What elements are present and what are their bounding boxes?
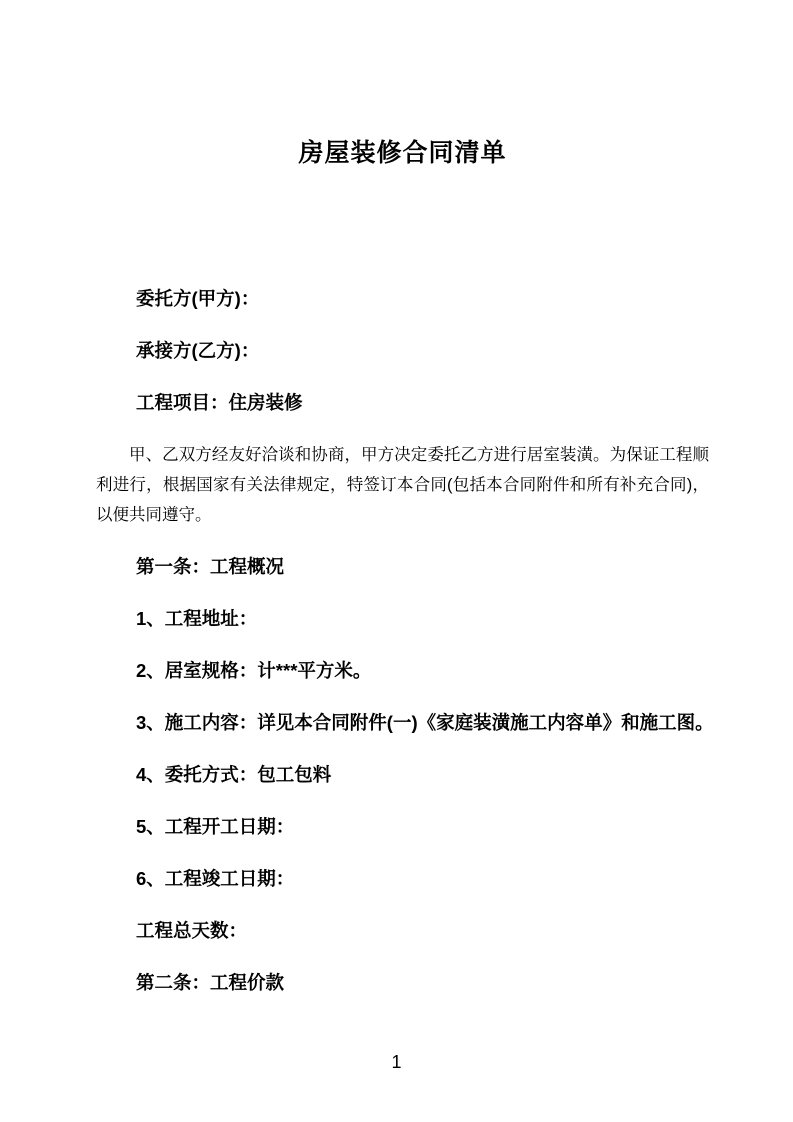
item-commission-method: 4、委托方式：包工包料 (136, 764, 332, 785)
item-total-days: 工程总天数： (136, 920, 248, 941)
document-title: 房屋装修合同清单 (298, 139, 507, 167)
item-start-date: 5、工程开工日期： (136, 816, 295, 837)
party-a-line: 委托方(甲方)： (136, 288, 260, 309)
party-b-line: 承接方(乙方)： (136, 340, 260, 361)
item-construction-content: 3、施工内容：详见本合同附件(一)《家庭装潢施工内容单》和施工图。 (136, 712, 714, 733)
section-1-heading: 第一条：工程概况 (136, 556, 285, 577)
item-completion-date: 6、工程竣工日期： (136, 868, 295, 889)
section-2-heading: 第二条：工程价款 (136, 972, 285, 993)
project-line: 工程项目：住房装修 (136, 392, 303, 413)
page-number: 1 (391, 1052, 402, 1072)
intro-paragraph: 甲、乙双方经友好洽谈和协商，甲方决定委托乙方进行居室装潢。为保证工程顺利进行，根据国家有关法律规定，特签订本合同(包括本合同附件和所有补充合同)，以便共同遵守。 (96, 446, 709, 524)
item-room-size: 2、居室规格：计***平方米。 (136, 660, 372, 681)
item-project-address: 1、工程地址： (136, 608, 258, 629)
